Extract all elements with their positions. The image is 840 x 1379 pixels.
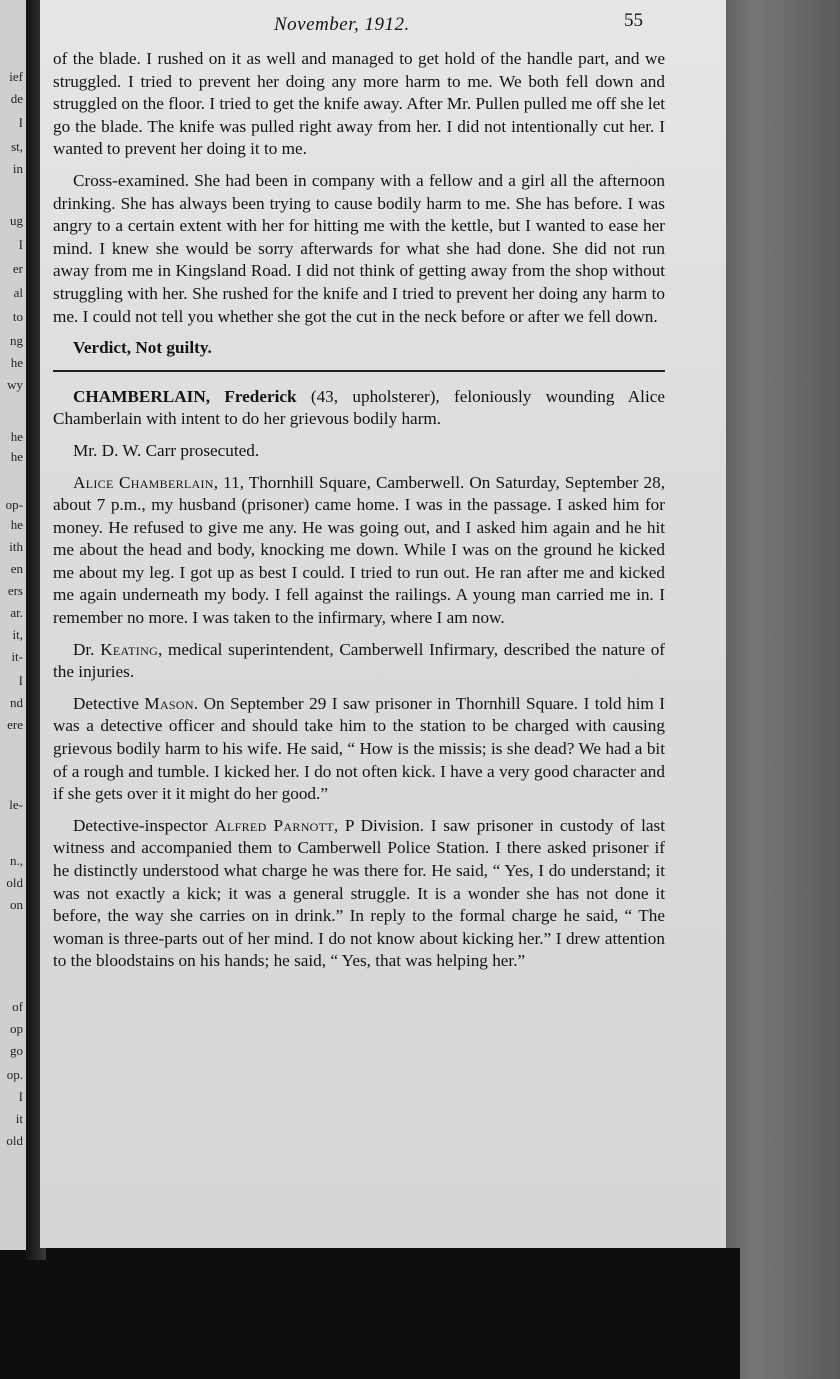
margin-fragment: st,	[11, 139, 23, 154]
witness-testimony	[53, 693, 665, 806]
margin-fragment: nd	[10, 695, 23, 710]
scan-background-right	[722, 0, 840, 1379]
margin-fragment: he	[10, 429, 23, 444]
margin-fragment: de	[10, 91, 23, 106]
margin-fragment: old	[6, 1133, 23, 1148]
margin-fragment: er	[12, 261, 23, 276]
margin-fragment: go	[10, 1043, 23, 1058]
prev-case-verdict: Verdict, Not guilty.	[73, 338, 212, 358]
witness-name: Mason	[144, 693, 194, 713]
witness-name: Alice Chamberlain	[73, 472, 214, 492]
witness-text: , 11, Thornhill Square, Camberwell. On Saturday, September 28, about 7 p.m., my husband (prisoner) came home. I was in the passage. I asked him for money. He refused to give me any. He was going out, and I asked him again and he hit me about the head and body, knocking me down. While I was on the ground he kicked me about my leg. I got up as best I could. I tried to run out. He ran after me and kicked me again underneath my body. I fell against the railings. A young man carried me in. I remember no more. I was taken to the infirmary, where I am now.	[53, 472, 665, 628]
case-charge: (43, upholsterer), feloniously wounding Alice Chamberlain with intent to do her grievous bodily harm.	[53, 386, 665, 429]
prev-case-paragraph-2: Cross-examined. She had been in company with a fellow and a girl all the afternoon drinking. She has always been trying to cause bodily harm to me. She has before. I was angry to a certain extent with her for hitting me with the kettle, but I wanted to ease her mind. I knew she would be sorry afterwards for what she had done. She did not run away from me in Kingsland Road. I did not think of getting away from the shop without struggling with her. She rushed for the knife and I tried to prevent her doing any harm to me. I could not tell you whether she got the cut in the neck before or after we fell down.	[53, 170, 665, 326]
margin-fragment: ief	[9, 69, 23, 84]
margin-fragment: it	[15, 1111, 23, 1126]
margin-fragment: ar.	[10, 605, 23, 620]
prev-case-paragraph-1: of the blade. I rushed on it as well and managed to get hold of the handle part, and we struggled. I tried to prevent her doing any more harm to me. We both fell down and struggled on the floor. I tried to get the knife away. After Mr. Pullen pulled me off she let go the blade. The knife was pulled right away from her. I did not intentionally cut her. I wanted to prevent her doing it to me.	[53, 49, 665, 159]
witness-title: Detective-inspector	[73, 815, 215, 835]
margin-fragment: he	[10, 517, 23, 532]
margin-fragment: le-	[9, 797, 23, 812]
margin-fragment: al	[13, 285, 23, 300]
witness-testimony	[53, 815, 665, 973]
margin-fragment: wy	[7, 377, 23, 392]
defendant-name: CHAMBERLAIN, Frederick	[73, 386, 297, 406]
margin-fragment: I	[18, 673, 23, 688]
witness-text: . On September 29 I saw prisoner in Thornhill Square. I told him I was a detective officer and should take him to the station to be charged with causing grievous bodily harm to his wife. He said, “ How is the missis; is she dead? We had a bit of a rough and tumble. I kicked her. I do not often kick. I have a very good character and if she gets over it it might do her good.”	[53, 693, 665, 804]
scan-background-bottom	[0, 1248, 740, 1379]
witness-name: Keating	[100, 639, 159, 659]
margin-fragment: ith	[9, 539, 23, 554]
margin-fragment: I	[18, 115, 23, 130]
witness-text: , P Division. I saw prisoner in custody of last witness and accompanied them to Camberwell Police Station. I there asked prisoner if he distinctly understood what charge he was there for. He said, “ Yes, I do understand; it was not exactly a kick; it was a general struggle. It is a wonder she has not done it before, the way she carries on in drink.” In reply to the formal charge he said, “ The woman is three-parts out of her mind. I do not know about kicking her.” I drew attention to the bloodstains on his hands; he said, “ Yes, that was helping her.”	[53, 815, 665, 971]
margin-fragment: of	[12, 999, 23, 1014]
margin-fragment: to	[12, 309, 23, 324]
margin-fragment: I	[18, 1089, 23, 1104]
case-divider	[53, 370, 665, 372]
prosecutor-line: Mr. D. W. Carr prosecuted.	[73, 440, 260, 460]
margin-fragment: on	[10, 897, 23, 912]
margin-fragment: op.	[6, 1067, 23, 1082]
document-page	[40, 0, 726, 1248]
margin-fragment: I	[18, 237, 23, 252]
margin-fragment: it-	[11, 649, 23, 664]
margin-fragment: old	[6, 875, 23, 890]
adjacent-page-strip	[0, 0, 26, 1250]
page-body	[53, 48, 665, 982]
margin-fragment: op	[10, 1021, 23, 1036]
witness-title: Dr.	[73, 639, 101, 659]
margin-fragment: op-	[5, 497, 23, 512]
case-heading	[53, 386, 665, 431]
margin-fragment: in	[12, 161, 23, 176]
witness-testimony	[53, 639, 665, 684]
margin-fragment: n.,	[10, 853, 23, 868]
margin-fragment: ug	[10, 213, 23, 228]
margin-fragment: en	[10, 561, 23, 576]
margin-fragment: ere	[7, 717, 23, 732]
page-number: 55	[624, 10, 643, 31]
witness-testimony	[53, 472, 665, 630]
witness-text: , medical superintendent, Camberwell Infirmary, described the nature of the injuries.	[53, 639, 666, 682]
running-head	[40, 8, 726, 38]
page-date: November, 1912.	[274, 14, 410, 35]
margin-fragment: he	[10, 449, 23, 464]
margin-fragment: ng	[10, 333, 23, 348]
witness-title: Detective	[73, 693, 145, 713]
margin-fragment: he	[10, 355, 23, 370]
margin-fragment: ers	[7, 583, 23, 598]
margin-fragment: it,	[12, 627, 23, 642]
witness-name: Alfred Parnott	[214, 815, 334, 835]
